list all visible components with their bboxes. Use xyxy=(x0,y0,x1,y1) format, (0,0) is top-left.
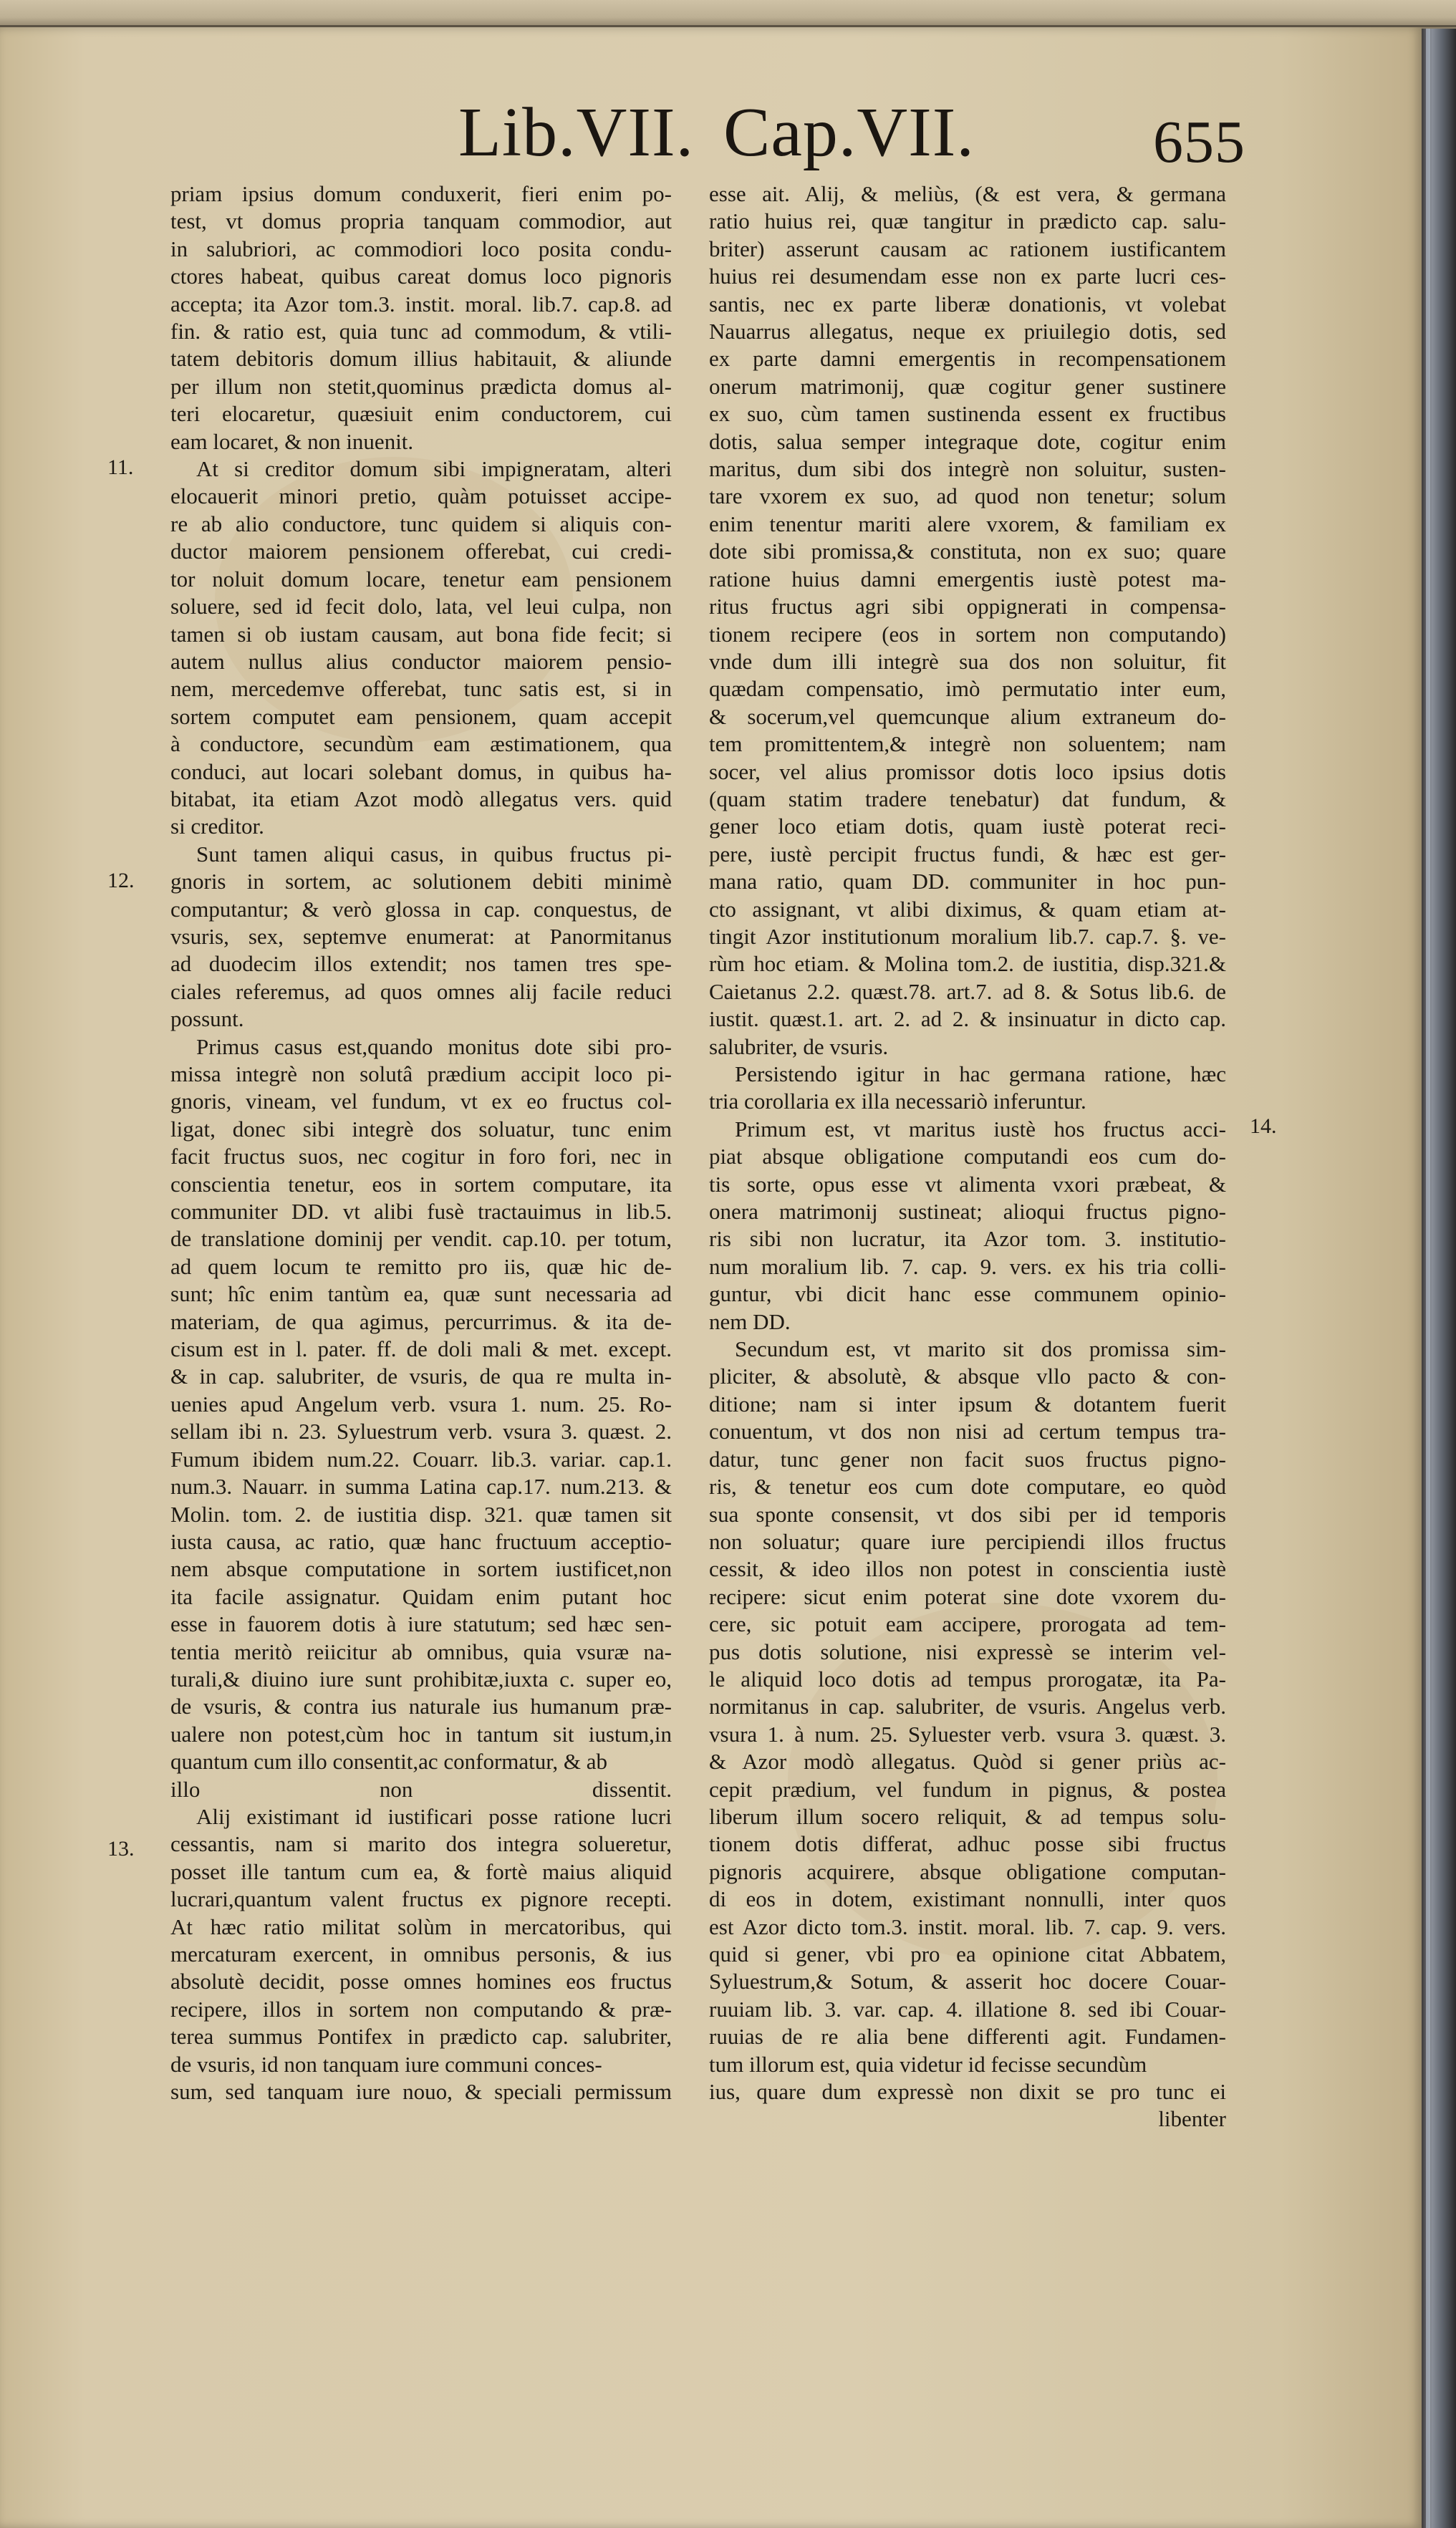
text-line: re ab alio conductore, tunc quidem si aliquis con- xyxy=(170,511,672,536)
running-header xyxy=(0,93,1422,175)
text-line: ratione huius damni emergentis iustè potest ma- xyxy=(709,566,1226,592)
text-line: cisum est in l. pater. ff. de doli mali & met. except. xyxy=(170,1336,672,1362)
text-line: ris sibi non lucratur, ita Azor tom. 3. institutio- xyxy=(709,1226,1226,1252)
text-line: mana ratio, quam DD. communiter in hoc pun- xyxy=(709,869,1226,894)
text-line: pus dotis solutione, nisi expressè se interim vel- xyxy=(709,1639,1226,1664)
text-line: Secundum est, vt marito sit dos promissa sim- xyxy=(735,1336,1226,1362)
text-line: teri elocaretur, quæsiuit enim conductorem, cui xyxy=(170,401,672,427)
text-line: autem nullus alius conductor maiorem pensio- xyxy=(170,648,672,674)
text-line: fin. & ratio est, quia tunc ad commodum, & vtili- xyxy=(170,319,672,344)
text-line: Nauarrus allegatus, neque ex priuilegio dotis, sed xyxy=(709,319,1226,344)
text-line: recipere: sicut enim poterat sine dote vxorem du- xyxy=(709,1583,1226,1609)
text-line: esse in fauorem dotis à iure statutum; sed hæc sen- xyxy=(170,1611,672,1637)
text-line: socer, vel alius promissor dotis loco ipsius dotis xyxy=(709,758,1226,784)
text-line: Syluestrum,& Sotum, & asserit hoc docere Couar- xyxy=(709,1969,1226,1994)
book-edge xyxy=(1422,29,1456,2528)
text-line: cere, sic potuit eam accipere, prorogata ad tem- xyxy=(709,1611,1226,1637)
text-line: Sunt tamen aliqui casus, in quibus fructus pi- xyxy=(196,841,672,867)
text-line: posset ille tantum cum ea, & fortè maius aliquid xyxy=(170,1858,672,1884)
text-line: tare vxorem ex suo, ad quod non tenetur; solum xyxy=(709,483,1226,509)
page-top-strip xyxy=(0,0,1456,29)
text-line: de vsuris, id non tanquam iure communi conces- xyxy=(170,2051,602,2077)
text-line: sum, sed tanquam iure nouo, & speciali permissum xyxy=(170,2079,672,2105)
text-line: At hæc ratio militat solùm in mercatoribus, qui xyxy=(170,1914,672,1939)
text-line: le aliquid loco dotis ad tempus prorogatæ, ita Pa- xyxy=(709,1666,1226,1692)
text-line: tingit Azor institutionum moralium lib.7. cap.7. §. ve- xyxy=(709,923,1226,949)
text-line: ius, quare dum expressè non dixit se pro tunc ei xyxy=(709,2079,1226,2105)
text-line: iusta causa, ac ratio, quæ hanc fructuum acceptio- xyxy=(170,1528,672,1554)
text-line: briter) asserunt causam ac rationem iustificantem xyxy=(709,236,1226,261)
text-line: cepit prædium, vel fundum in pignus, & postea xyxy=(709,1776,1226,1802)
text-line: gener loco etiam dotis, quam iustè poterat reci- xyxy=(709,814,1226,839)
text-line: nem DD. xyxy=(709,1308,791,1334)
text-line: tatem debitoris domum illius habitauit, & aliunde xyxy=(170,346,672,372)
text-line: num moralium lib. 7. cap. 9. vers. ex his tria colli- xyxy=(709,1253,1226,1279)
text-line: ritus fructus agri sibi oppignerati in compensa- xyxy=(709,594,1226,619)
text-line: liberum illum socero reliquit, & ad tempus solu- xyxy=(709,1803,1226,1829)
text-line: tionem dotis differat, adhuc posse sibi fructus xyxy=(709,1831,1226,1857)
text-line: ex suo, cùm tamen sustinenda essent ex fructibus xyxy=(709,401,1226,427)
text-line: tor noluit domum locare, tenetur eam pensionem xyxy=(170,566,672,592)
text-line: bitabat, ita etiam Azot modò allegatus vers. quid xyxy=(170,786,672,811)
text-line: piat absque obligatione computandi eos cum do- xyxy=(709,1144,1226,1169)
margin-number-11: 11. xyxy=(107,455,134,479)
right-column xyxy=(709,180,1226,2133)
text-line: salubriter, de vsuris. xyxy=(709,1033,889,1059)
text-line: quædam compensatio, imò permutatio inter eum, xyxy=(709,676,1226,702)
text-line: cto assignant, vt alibi diximus, & quam etiam at- xyxy=(709,896,1226,922)
text-line: ciales referemus, ad quos omnes alij facile reduci xyxy=(170,978,672,1004)
text-line: cessantis, nam si marito dos integra solueretur, xyxy=(170,1831,672,1857)
text-line: & socerum,vel quemcunque alium extraneum do- xyxy=(709,703,1226,729)
text-line: conduci, aut locari solebant domus, in quibus ha- xyxy=(170,758,672,784)
text-line: tum illorum est, quia videtur id fecisse secundùm xyxy=(709,2051,1147,2077)
text-line: illo non dissentit. xyxy=(170,1776,672,1802)
text-line: elocauerit minori pretio, quàm potuisset accipe- xyxy=(170,483,672,509)
text-line: de vsuris, & contra ius naturale ius humanum præ- xyxy=(170,1694,672,1719)
text-line: quantum cum illo consentit,ac conformatur, & ab xyxy=(170,1749,607,1775)
text-line: ruuiam lib. 3. var. cap. 4. illatione 8. sed ibi Couar- xyxy=(709,1996,1226,2022)
text-line: rùm hoc etiam. & Molina tom.2. de iustitia, disp.321.& xyxy=(709,951,1226,977)
text-line: quid si gener, vbi pro ea opinione citat Abbatem, xyxy=(709,1941,1226,1967)
text-line: facit fructus suos, nec cogitur in foro fori, nec in xyxy=(170,1144,672,1169)
text-line: tentia meritò reiicitur ab omnibus, quia vsuræ na- xyxy=(170,1639,672,1664)
text-line: si creditor. xyxy=(170,814,264,839)
text-line: (quam statim tradere tenebatur) dat fundum, & xyxy=(709,786,1226,811)
text-line: ratio huius rei, quæ tangitur in prædicto cap. salu- xyxy=(709,208,1226,234)
text-line: Alij existimant id iustificari posse ratione lucri xyxy=(196,1803,672,1829)
book-label: Lib.VII. xyxy=(458,94,695,171)
text-line: priam ipsius domum conduxerit, fieri enim po- xyxy=(170,181,672,206)
text-line: soluere, sed id fecit dolo, lata, vel leui culpa, non xyxy=(170,594,672,619)
text-line: conscientia tenetur, eos in sortem computare, ita xyxy=(170,1171,672,1197)
text-line: test, vt domus propria tanquam commodior, aut xyxy=(170,208,672,234)
text-line: materiam, de qua agimus, percurrimus. & ita de- xyxy=(170,1308,672,1334)
text-line: pliciter, & absolutè, & absque vllo pacto & con- xyxy=(709,1364,1226,1389)
text-line: gnoris, vineam, vel fundum, vt ex eo fructus col- xyxy=(170,1089,672,1114)
text-line: onerum matrimonij, quæ cogitur gener sustinere xyxy=(709,373,1226,399)
text-line: esse ait. Alij, & meliùs, (& est vera, & germana xyxy=(709,181,1226,206)
text-line: guntur, vbi dicit hanc esse communem opinio- xyxy=(709,1281,1226,1307)
text-line: datur, tunc gener non facit suos fructus pigno- xyxy=(709,1446,1226,1472)
text-line: possunt. xyxy=(170,1006,244,1032)
text-line: nem absque computatione in sortem iustificet,non xyxy=(170,1556,672,1582)
left-column xyxy=(170,180,672,2105)
text-line: lucrari,quantum valent fructus ex pignore recepti. xyxy=(170,1886,672,1912)
text-line: accepta; ita Azor tom.3. instit. moral. lib.7. cap.8. ad xyxy=(170,291,672,317)
text-line: ris, & tenetur eos cum dote computare, eo quòd xyxy=(709,1474,1226,1500)
text-line: nem, mercedemve offerebat, tunc satis est, si in xyxy=(170,676,672,702)
text-line: & in cap. salubriter, de vsuris, de qua re multa in- xyxy=(170,1364,672,1389)
text-line: computantur; & verò glossa in cap. conquestus, de xyxy=(170,896,672,922)
text-line: pere, iustè percipit fructus fundi, & hæc est ger- xyxy=(709,841,1226,867)
text-line: num.3. Nauarr. in summa Latina cap.17. num.213. & xyxy=(170,1474,672,1500)
text-line: vsura 1. à num. 25. Syluester verb. vsura 3. quæst. 3. xyxy=(709,1721,1226,1747)
text-line: recipere, illos in sortem non computando & præ- xyxy=(170,1996,672,2022)
text-line: sortem computet eam pensionem, quam accepit xyxy=(170,703,672,729)
text-line: uenies apud Angelum verb. vsura 1. num. 25. Ro- xyxy=(170,1391,672,1417)
text-line: iustit. quæst.1. art. 2. ad 2. & insinuatur in dicto cap. xyxy=(709,1006,1226,1032)
margin-number-12: 12. xyxy=(107,869,135,892)
text-line: santis, nec ex parte liberæ donationis, vt volebat xyxy=(709,291,1226,317)
text-line: pignoris acquirere, absque obligatione computan- xyxy=(709,1858,1226,1884)
text-line: missa integrè non solutâ prædium accipit loco pi- xyxy=(170,1061,672,1086)
text-line: communiter DD. vt alibi fusè tractauimus in lib.5. xyxy=(170,1199,672,1225)
text-line: sellam ibi n. 23. Syluestrum verb. vsura 3. quæst. 2. xyxy=(170,1419,672,1444)
text-line: Persistendo igitur in hac germana ratione, hæc xyxy=(735,1061,1226,1086)
text-line: eam locaret, & non inuenit. xyxy=(170,428,414,454)
text-line: Molin. tom. 2. de iustitia disp. 321. quæ tamen sit xyxy=(170,1501,672,1527)
text-line: tem promittentem,& integrè non soluentem; nam xyxy=(709,731,1226,757)
text-line: & Azor modò allegatus. Quòd si gener priùs ac- xyxy=(709,1749,1226,1775)
text-line: ualere non potest,cùm hoc in tantum sit iustum,in xyxy=(170,1721,672,1747)
text-line: onera matrimonij sustineat; alioqui fructus pigno- xyxy=(709,1199,1226,1225)
text-line: maritus, dum sibi dos integrè non soluitur, susten- xyxy=(709,456,1226,482)
text-line: ditione; nam si inter ipsum & dotantem fuerit xyxy=(709,1391,1226,1417)
text-line: à conductore, secundùm eam æstimationem, qua xyxy=(170,731,672,757)
margin-number-14: 14. xyxy=(1250,1114,1277,1138)
text-line: terea summus Pontifex in prædicto cap. salubriter, xyxy=(170,2024,672,2050)
text-line: ad duodecim illos extendit; nos tamen tres spe- xyxy=(170,951,672,977)
text-line: tamen si ob iustam causam, aut bona fide fecit; si xyxy=(170,621,672,647)
text-line: Fumum ibidem num.22. Couarr. lib.3. variar. cap.1. xyxy=(170,1446,672,1472)
text-line: Primum est, vt maritus iustè hos fructus acci- xyxy=(735,1116,1226,1142)
text-line: per illum non stetit,quominus prædicta domus al- xyxy=(170,373,672,399)
text-line: dote sibi promissa,& constituta, non ex suo; quare xyxy=(709,539,1226,564)
text-line: Primus casus est,quando monitus dote sibi pro- xyxy=(196,1033,672,1059)
text-line: vnde dum illi integrè sua dos non soluitur, fit xyxy=(709,648,1226,674)
text-line: de translatione dominij per vendit. cap.10. per totum, xyxy=(170,1226,672,1252)
text-line: est Azor dicto tom.3. instit. moral. lib. 7. cap. 9. vers. xyxy=(709,1914,1226,1939)
text-line: non soluatur; quare iure percipiendi illos fructus xyxy=(709,1528,1226,1554)
text-line: absolutè decidit, posse omnes homines eos fructus xyxy=(170,1969,672,1994)
text-line: turali,& diuino iure sunt prohibitæ,iuxta c. super eo, xyxy=(170,1666,672,1692)
text-line: sua sponte consensit, vt dos sibi per id temporis xyxy=(709,1501,1226,1527)
text-line: in salubriori, ac commodiori loco posita condu- xyxy=(170,236,672,261)
text-line: At si creditor domum sibi impigneratam, alteri xyxy=(196,456,672,482)
text-line: enim tenentur mariti alere vxorem, & familiam ex xyxy=(709,511,1226,536)
text-line: tria corollaria ex illa necessariò inferuntur. xyxy=(709,1089,1086,1114)
text-line: ruuias de re alia bene differenti agit. Fundamen- xyxy=(709,2024,1226,2050)
text-line: ad quem locum te remitto pro iis, quæ hic de- xyxy=(170,1253,672,1279)
text-line: ductor maiorem pensionem offerebat, cui credi- xyxy=(170,539,672,564)
text-line: dotis, salua semper integraque dote, cogitur enim xyxy=(709,428,1226,454)
text-line: Caietanus 2.2. quæst.78. art.7. ad 8. & Sotus lib.6. de xyxy=(709,978,1226,1004)
text-line: tionem recipere (eos in sortem non computando) xyxy=(709,621,1226,647)
text-line: tis sorte, opus esse vt alimenta vxori præbeat, & xyxy=(709,1171,1226,1197)
margin-number-13: 13. xyxy=(107,1837,135,1861)
text-line: cessit, & ideo illos non potest in conscientia iustè xyxy=(709,1556,1226,1582)
text-line: ita facile assignatur. Quidam enim putant hoc xyxy=(170,1583,672,1609)
text-line: vsuris, sex, septemve enumerat: at Panormitanus xyxy=(170,923,672,949)
text-line: mercaturam exercent, in omnibus personis, & ius xyxy=(170,1941,672,1967)
text-line: ex parte damni emergentis in recompensationem xyxy=(709,346,1226,372)
page-number: 655 xyxy=(1153,109,1245,175)
text-line: gnoris in sortem, ac solutionem debiti minimè xyxy=(170,869,672,894)
text-line: ctores habeat, quibus careat domus loco pignoris xyxy=(170,264,672,289)
text-line: libenter xyxy=(1158,2106,1226,2132)
text-line: conuentum, vt dos non nisi ad certum tempus tra- xyxy=(709,1419,1226,1444)
text-line: sunt; hîc enim tantùm ea, quæ sunt necessaria ad xyxy=(170,1281,672,1307)
text-line: ligat, donec sibi integrè dos soluatur, tunc enim xyxy=(170,1116,672,1142)
text-line: normitanus in cap. salubriter, de vsuris. Angelus verb. xyxy=(709,1694,1226,1719)
text-line: di eos in dotem, existimant nonnulli, inter quos xyxy=(709,1886,1226,1912)
text-line: huius rei desumendam esse non ex parte lucri ces- xyxy=(709,264,1226,289)
chapter-label: Cap.VII. xyxy=(723,94,975,171)
